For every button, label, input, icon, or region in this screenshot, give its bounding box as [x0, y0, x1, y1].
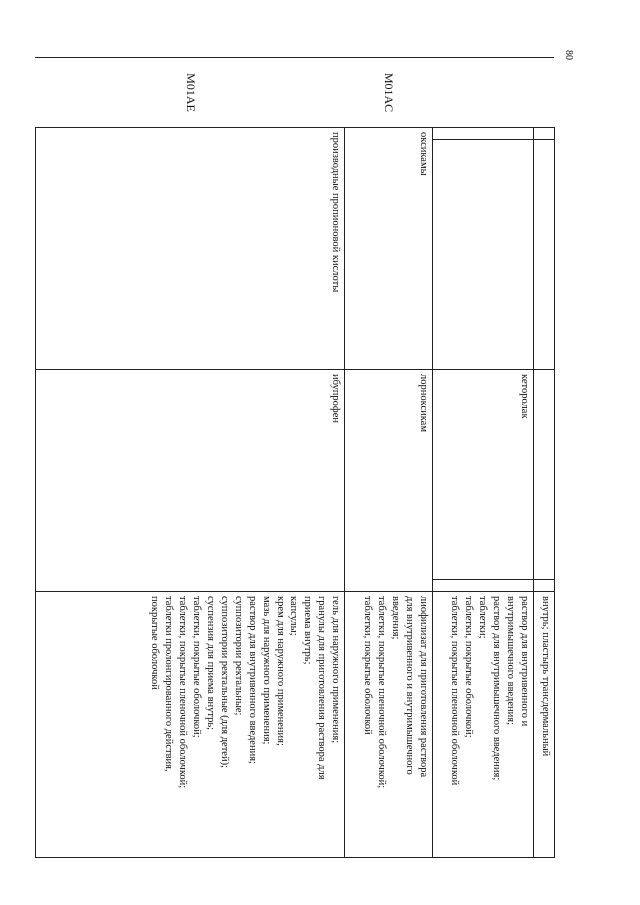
table-row: [534, 58, 555, 858]
dosage-form-line: раствор для внутривенного введения;: [246, 596, 258, 764]
dosage-form-line: гранулы для приготовления раствора для: [316, 596, 328, 780]
code-cell: [432, 58, 534, 128]
dosage-form-line: введения;: [389, 596, 401, 640]
rotated-table-container: [35, 57, 555, 857]
dosage-form-line: таблетки пролонгированного действия,: [162, 596, 174, 772]
group-name-oxicams: оксикамы: [345, 128, 432, 370]
empty-cell: [432, 128, 534, 140]
atc-code-M01AC: M01AC: [345, 58, 432, 128]
empty-cell: [534, 128, 555, 140]
dosage-form-line: гель для наружного применения;: [330, 596, 342, 744]
table-row: [432, 58, 534, 858]
empty-cell: [534, 580, 555, 592]
atc-code-M01AE: M01AE: [36, 58, 345, 128]
dosage-form-line: капсулы;: [288, 596, 300, 636]
dosage-form-line: суппозитории ректальные;: [232, 596, 244, 716]
dosage-form-line: для внутривенного и внутримышечного: [403, 596, 415, 775]
dosage-form-line: таблетки, покрытые оболочкой;: [463, 596, 475, 738]
table-row: [36, 58, 345, 858]
dosage-form-line: суспензия для приема внутрь;: [204, 596, 216, 731]
drug-name-ibuprofen: ибупрофен: [36, 370, 345, 592]
page-number: 80: [563, 50, 574, 60]
dosage-form-line: таблетки, покрытые пленочной оболочкой: [449, 596, 461, 786]
group-cell: [534, 140, 555, 370]
dosage-form-line: таблетки, покрытые пленочной оболочкой;: [375, 596, 387, 789]
drug-name-lornoxicam: лорноксикам: [345, 370, 432, 592]
dosage-form-line: таблетки;: [477, 596, 489, 639]
dosage-form-line: покрытые оболочкой: [148, 596, 160, 690]
dosage-form-line: крем для наружного применения;: [274, 596, 286, 746]
dosage-form-line: внутримышечного введения;: [505, 596, 517, 726]
dosage-forms-ketorolac: [432, 592, 534, 858]
dosage-forms-lornoxicam: [345, 592, 432, 858]
dosage-form-line: приема внутрь;: [302, 596, 314, 665]
dosage-form-line: суппозитории ректальные (для детей);: [218, 596, 230, 768]
dosage-form-line: мазь для наружного применения;: [260, 596, 272, 745]
dosage-form-line: таблетки, покрытые оболочкой;: [190, 596, 202, 738]
table-row: [345, 58, 432, 858]
dosage-form-line: раствор для внутривенного и: [519, 596, 531, 727]
dosage-forms-ibuprofen: [36, 592, 345, 858]
dosage-form-line: лиофилизат для приготовления раствора: [417, 596, 429, 778]
dosage-form-line: таблетки, покрытые оболочкой: [361, 596, 373, 735]
form-cell: внутрь; пластырь трансдермальный: [534, 592, 555, 858]
drug-classification-table: [35, 57, 555, 858]
group-cell: [432, 140, 534, 370]
code-cell: [534, 58, 555, 128]
empty-cell: [432, 580, 534, 592]
drug-cell: [534, 370, 555, 580]
dosage-form-line: раствор для внутримышечного введения;: [491, 596, 503, 781]
drug-name-ketorolac: кеторолак: [432, 370, 534, 580]
group-name-propionic-acid: производные пропионовой кислоты: [36, 128, 345, 370]
dosage-form-line: таблетки, покрытые пленочной оболочкой;: [176, 596, 188, 789]
